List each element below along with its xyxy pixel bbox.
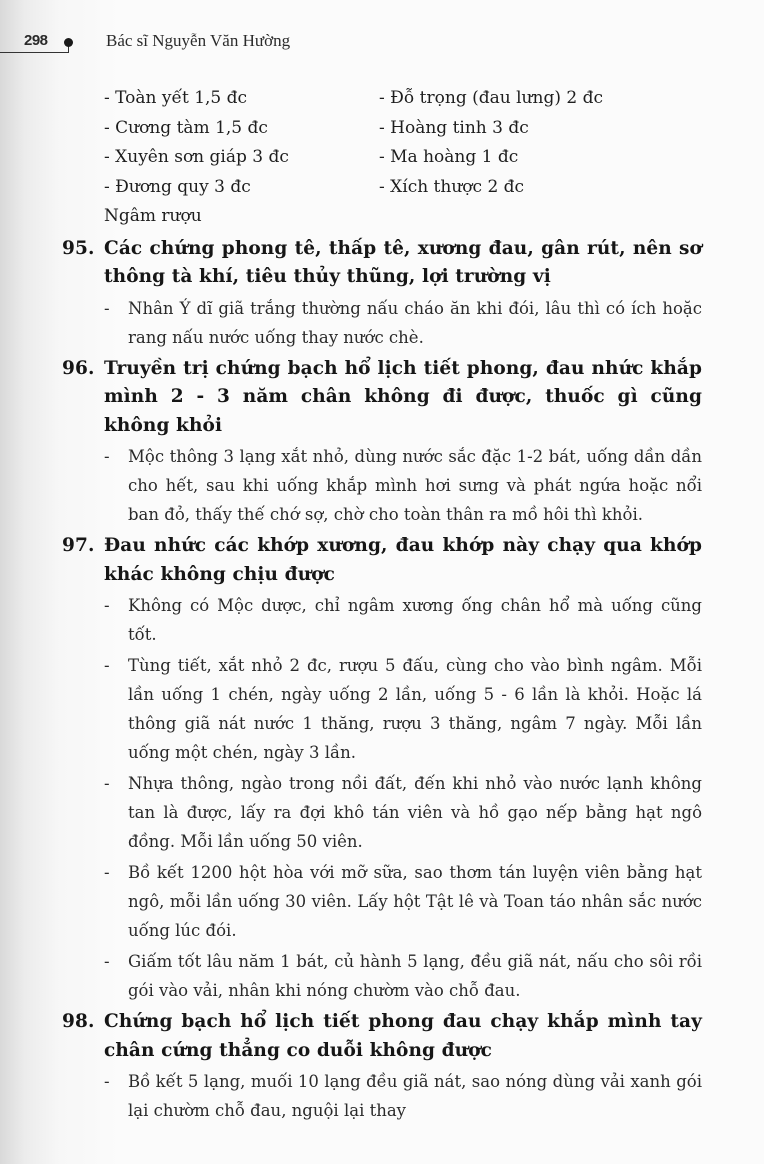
ingredient-item: - Ma hoàng 1 đc [379, 147, 519, 167]
preparation-note: Ngâm rượu [104, 206, 202, 226]
ingredient-list [104, 84, 702, 202]
remedy-item [104, 442, 702, 529]
remedy-text: Bồ kết 5 lạng, muối 10 lạng đều giã nát, sao nóng dùng vải xanh gói lại chườm chỗ đau, nguội lại thay [128, 1072, 702, 1120]
remedy-text: Không có Mộc dược, chỉ ngâm xương ống chân hổ mà uống cũng tốt. [128, 596, 702, 644]
remedy-text: Giấm tốt lâu năm 1 bát, củ hành 5 lạng, đều giã nát, nấu cho sôi rồi gói vào vải, nhân khi nóng chườm vào chỗ đau. [128, 952, 702, 1000]
bullet-dash: - [104, 774, 110, 793]
bullet-dash: - [104, 447, 110, 466]
section-heading [62, 1008, 702, 1065]
section-title: Truyền trị chứng bạch hổ lịch tiết phong, đau nhức khắp mình 2 - 3 năm chân không đi được, thuốc gì cũng không khỏi [104, 357, 702, 436]
section-95 [62, 235, 702, 352]
remedy-item [104, 651, 702, 767]
section-number: 95. [62, 237, 95, 259]
ingredient-item: - Toàn yết 1,5 đc [104, 88, 248, 108]
ingredient-item: - Cương tàm 1,5 đc [104, 117, 268, 138]
remedy-item [104, 294, 702, 352]
ingredient-item: - Xuyên sơn giáp 3 đc [104, 147, 289, 167]
remedy-text: Mộc thông 3 lạng xắt nhỏ, dùng nước sắc đặc 1-2 bát, uống dần dần cho hết, sau khi uống khắp mình hơi sưng và phát ngứa hoặc nổi ban đỏ, thấy thế chớ sợ, chờ cho toàn thân ra mồ hôi thì khỏi. [128, 447, 702, 524]
section-number: 96. [62, 357, 95, 379]
bullet-dash: - [104, 1072, 110, 1091]
section-98 [62, 1008, 702, 1125]
remedy-item [104, 1067, 702, 1125]
page-number: 298 [24, 32, 48, 49]
ingredient-item: - Hoàng tinh 3 đc [379, 117, 529, 138]
bullet-dash: - [104, 952, 110, 971]
section-number: 97. [62, 535, 95, 556]
bullet-dash: - [104, 298, 110, 318]
remedy-item [104, 769, 702, 856]
header-rule [0, 52, 69, 53]
running-header [0, 30, 764, 60]
section-96 [62, 355, 702, 530]
section-97 [62, 532, 702, 1005]
bullet-dash: - [104, 656, 110, 675]
section-number: 98. [62, 1011, 95, 1032]
section-title: Các chứng phong tê, thấp tê, xương đau, gân rút, nên sơ thông tà khí, tiêu thủy thũng, lợi trường vị [104, 237, 702, 287]
section-heading [62, 532, 702, 589]
remedy-text: Tùng tiết, xắt nhỏ 2 đc, rượu 5 đấu, cùng cho vào bình ngâm. Mỗi lần uống 1 chén, ngày uống 2 lần, uống 5 - 6 lần là khỏi. Hoặc lá thông giã nát nước 1 thăng, rượu 3 thăng, ngâm 7 ngày. Mỗi lần uống một chén, ngày 3 lần. [128, 656, 702, 762]
bullet-dash: - [104, 863, 110, 882]
ingredient-item: - Xích thược 2 đc [379, 176, 525, 197]
remedy-text: Nhựa thông, ngào trong nồi đất, đến khi nhỏ vào nước lạnh không tan là được, lấy ra đợi khô tán viên và hồ gạo nếp bằng hạt ngô đồng. Mỗi lần uống 50 viên. [128, 774, 702, 851]
remedy-item [104, 947, 702, 1005]
section-heading [62, 355, 702, 441]
section-title: Chứng bạch hổ lịch tiết phong đau chạy khắp mình tay chân cứng thẳng co duỗi không được [104, 1011, 702, 1061]
remedy-item [104, 858, 702, 945]
remedy-text: Bồ kết 1200 hột hòa với mỡ sữa, sao thơm tán luyện viên bằng hạt ngô, mỗi lần uống 30 viên. Lấy hột Tật lê và Toan táo nhân sắc nước uống lúc đói. [128, 863, 702, 940]
section-title: Đau nhức các khớp xương, đau khớp này chạy qua khớp khác không chịu được [104, 535, 702, 585]
remedy-text: Nhân Ý dĩ giã trắng thường nấu cháo ăn khi đói, lâu thì có ích hoặc rang nấu nước uống thay nước chè. [128, 298, 702, 347]
running-title: Bác sĩ Nguyễn Văn Hường [106, 31, 291, 50]
ingredient-item: - Đương quy 3 đc [104, 176, 251, 197]
ingredient-item: - Đỗ trọng (đau lưng) 2 đc [379, 88, 603, 108]
remedy-item [104, 591, 702, 649]
page-content [62, 84, 702, 1125]
bullet-dash: - [104, 596, 110, 615]
section-heading [62, 235, 702, 292]
header-dot-ornament [64, 38, 73, 47]
